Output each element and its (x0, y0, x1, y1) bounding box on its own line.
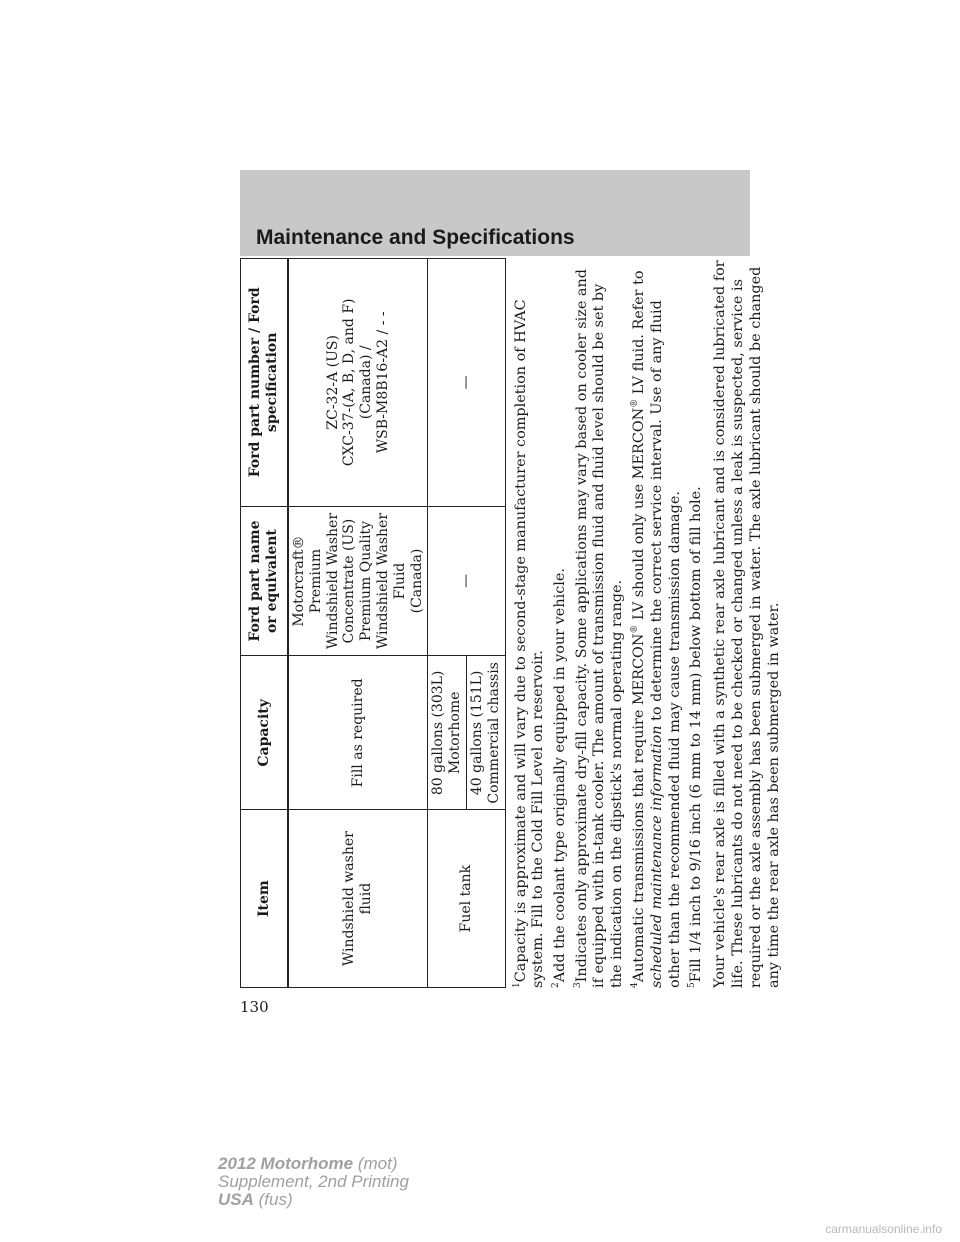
text-line: (Canada) (408, 548, 425, 614)
text-line: ZC-32-A (US) (324, 335, 341, 430)
cell-part-name (288, 506, 428, 656)
text-line: 40 gallons (151L) (468, 670, 485, 796)
text-line: Premium Quality (358, 520, 375, 642)
footer-code: (fus) (253, 1190, 293, 1209)
page-number: 130 (240, 998, 269, 1016)
footnote-text: LV should only use MERCON (630, 407, 647, 625)
header-capacity: Capacity (241, 656, 289, 810)
text-line: Commercial chassis (485, 662, 502, 804)
text-line: (Canada) / (358, 345, 375, 420)
footnote-text: Automatic transmissions that require MERCON (630, 633, 647, 983)
table-header-row (241, 259, 289, 988)
footnote-text: Fill 1/4 inch to 9/16 inch (6 mm to 14 mm) below bottom of fill hole. (688, 486, 705, 983)
cell-part-name: — (428, 506, 505, 656)
footnote-text: Capacity is approximate and will vary due to second-stage manufacturer completion of HVAC system. Fill to the Cold Fill Level on reservoir. (512, 299, 547, 988)
cell-capacity-commercial (466, 656, 505, 810)
text-line: Motorcraft® Premium (291, 535, 324, 627)
footnote (687, 258, 706, 988)
specifications-table (240, 258, 506, 988)
footer-line: Supplement, 2nd Printing (218, 1172, 409, 1191)
footnote (551, 258, 570, 988)
text-line: Concentrate (US) (341, 518, 358, 644)
cell-item: Fuel tank (428, 810, 505, 988)
cross-reference: scheduled maintenance information (648, 725, 665, 988)
registered-mark: ® (630, 624, 641, 634)
footnote (630, 258, 684, 988)
cell-item: Windshield washer fluid (288, 810, 428, 988)
footnote-text: Add the coolant type originally equipped in your vehicle. (551, 568, 568, 983)
footnote-text: to determine the correct service interval. Use of any fluid other than the recommended fluid may cause transmission damage. (648, 300, 683, 988)
section-title: Maintenance and Specifications (256, 226, 575, 249)
text-line: WSB-M8B16-A2 / - - (374, 311, 391, 454)
table-row-fuel-tank (428, 259, 467, 988)
print-footer (218, 1155, 409, 1209)
rear-axle-paragraph: Your vehicle's rear axle is filled with a synthetic rear axle lubricant and is considered lubricated for life. These lubricants do not need to be checked or changed unless a leak is suspected, service is required or the axle assembly has been submerged in water. The axle lubricant should be changed any time the rear axle has been submerged in water. (712, 260, 782, 988)
footnote-marker: 3 (572, 982, 583, 988)
footer-line (218, 1191, 409, 1209)
footnote-marker: 2 (551, 982, 562, 988)
text-line: Motorhome (447, 691, 464, 775)
footnote-marker: 5 (687, 982, 698, 988)
cell-part-number: — (428, 259, 505, 507)
footnote-marker: 1 (511, 982, 522, 988)
footer-code: (mot) (353, 1154, 398, 1173)
header-part-name: Ford part name or equivalent (241, 506, 289, 656)
cell-part-number (288, 259, 428, 507)
footnotes (512, 258, 784, 988)
header-item: Item (241, 810, 289, 988)
footnote-text: Indicates only approximate dry-fill capacity. Some applications may vary based on cooler size and if equipped with in-tank cooler. The amount of transmission fluid and fluid level should be set by the indication on the dipstick's normal operating range. (573, 269, 626, 988)
cell-capacity-motorhome (428, 656, 467, 810)
footnote (573, 258, 627, 988)
footer-model: 2012 Motorhome (218, 1154, 354, 1173)
footnote-marker: 4 (630, 982, 641, 988)
footer-market: USA (218, 1190, 254, 1209)
cell-capacity: Fill as required (288, 656, 428, 810)
text-line: Windshield Washer (324, 512, 341, 650)
registered-mark: ® (630, 398, 641, 408)
text-line: Windshield Washer Fluid (374, 512, 408, 650)
footer-line (218, 1155, 409, 1173)
table-row-washer-fluid (288, 259, 428, 988)
watermark: carmanualsonline.info (825, 1222, 942, 1236)
text-line: 80 gallons (303L) (430, 670, 447, 796)
footnote (512, 258, 549, 988)
text-line: CXC-37-(A, B, D, and F) (341, 298, 358, 467)
footnote-text: LV fluid. Refer to (630, 270, 647, 399)
header-part-number: Ford part number / Ford specification (241, 259, 289, 507)
rotated-content (240, 258, 782, 988)
